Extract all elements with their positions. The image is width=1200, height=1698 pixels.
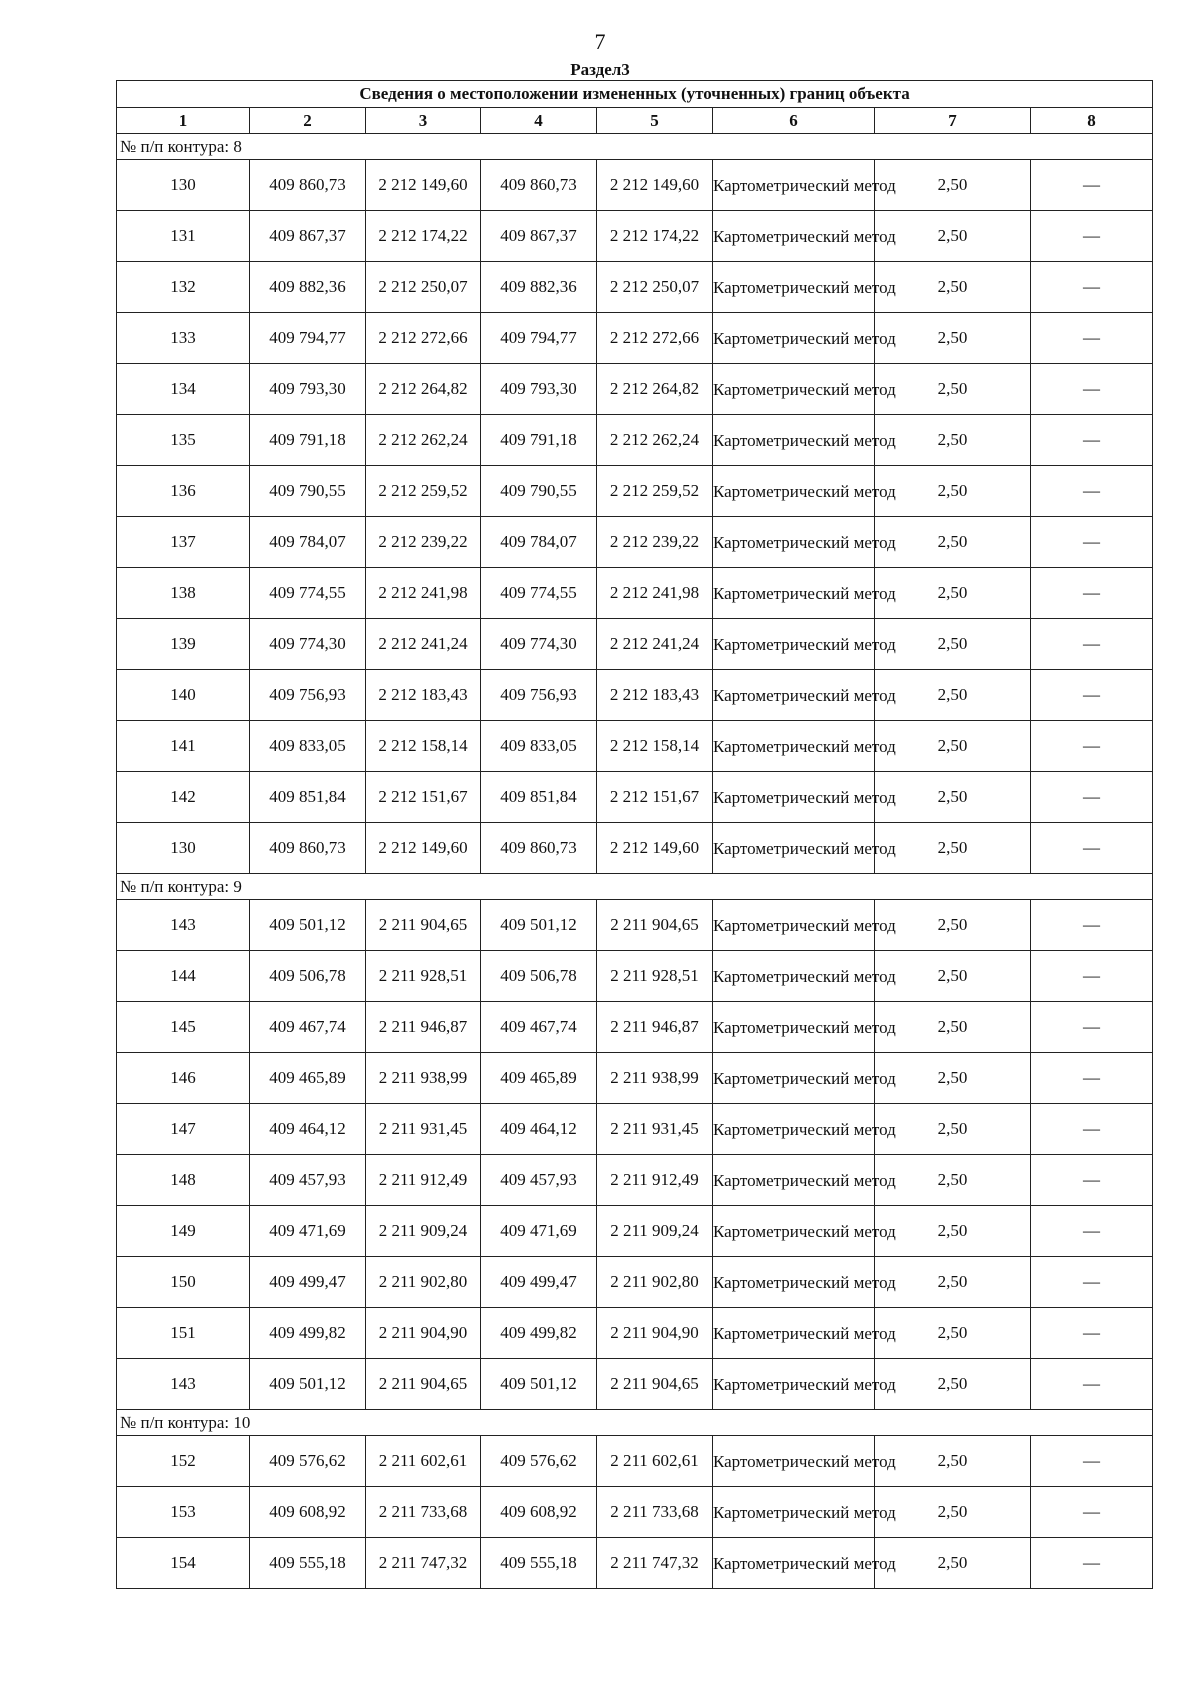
description-cell: — — [1031, 721, 1153, 772]
x-existing-cell: 409 882,36 — [250, 262, 366, 313]
x-existing-cell: 409 608,92 — [250, 1487, 366, 1538]
x-refined-cell: 409 471,69 — [481, 1206, 597, 1257]
y-refined-cell: 2 212 264,82 — [597, 364, 713, 415]
point-number-cell: 138 — [117, 568, 250, 619]
y-refined-cell: 2 212 174,22 — [597, 211, 713, 262]
y-existing-cell: 2 211 938,99 — [366, 1053, 481, 1104]
x-existing-cell: 409 499,47 — [250, 1257, 366, 1308]
x-existing-cell: 409 794,77 — [250, 313, 366, 364]
y-refined-cell: 2 212 241,98 — [597, 568, 713, 619]
contour-label: № п/п контура: 10 — [117, 1410, 1153, 1436]
point-number-cell: 141 — [117, 721, 250, 772]
x-refined-cell: 409 790,55 — [481, 466, 597, 517]
point-number-cell: 147 — [117, 1104, 250, 1155]
x-existing-cell: 409 499,82 — [250, 1308, 366, 1359]
contour-header-row — [117, 874, 1153, 900]
point-number-cell: 142 — [117, 772, 250, 823]
table-row — [117, 1053, 1153, 1104]
description-cell: — — [1031, 1436, 1153, 1487]
method-cell: Картометрический метод — [713, 670, 875, 721]
y-refined-cell: 2 211 931,45 — [597, 1104, 713, 1155]
accuracy-cell: 2,50 — [875, 1053, 1031, 1104]
y-existing-cell: 2 211 946,87 — [366, 1002, 481, 1053]
table-row — [117, 1487, 1153, 1538]
table-row — [117, 160, 1153, 211]
x-refined-cell: 409 860,73 — [481, 160, 597, 211]
x-refined-cell: 409 791,18 — [481, 415, 597, 466]
method-cell: Картометрический метод — [713, 160, 875, 211]
coordinates-table — [116, 80, 1153, 1589]
description-cell: — — [1031, 313, 1153, 364]
method-cell: Картометрический метод — [713, 415, 875, 466]
y-refined-cell: 2 211 912,49 — [597, 1155, 713, 1206]
table-row — [117, 1206, 1153, 1257]
point-number-cell: 140 — [117, 670, 250, 721]
y-existing-cell: 2 211 928,51 — [366, 951, 481, 1002]
table-row — [117, 1308, 1153, 1359]
y-refined-cell: 2 212 149,60 — [597, 160, 713, 211]
table-title-row — [117, 81, 1153, 108]
description-cell: — — [1031, 517, 1153, 568]
method-cell: Картометрический метод — [713, 313, 875, 364]
point-number-cell: 151 — [117, 1308, 250, 1359]
column-number: 8 — [1031, 108, 1153, 134]
y-refined-cell: 2 211 904,65 — [597, 900, 713, 951]
description-cell: — — [1031, 1155, 1153, 1206]
x-existing-cell: 409 501,12 — [250, 900, 366, 951]
table-row — [117, 517, 1153, 568]
description-cell: — — [1031, 951, 1153, 1002]
y-existing-cell: 2 212 239,22 — [366, 517, 481, 568]
method-cell: Картометрический метод — [713, 1359, 875, 1410]
y-refined-cell: 2 211 928,51 — [597, 951, 713, 1002]
table-row — [117, 1538, 1153, 1589]
point-number-cell: 149 — [117, 1206, 250, 1257]
description-cell: — — [1031, 823, 1153, 874]
x-refined-cell: 409 499,82 — [481, 1308, 597, 1359]
accuracy-cell: 2,50 — [875, 211, 1031, 262]
accuracy-cell: 2,50 — [875, 772, 1031, 823]
y-existing-cell: 2 212 183,43 — [366, 670, 481, 721]
x-refined-cell: 409 465,89 — [481, 1053, 597, 1104]
x-refined-cell: 409 467,74 — [481, 1002, 597, 1053]
y-refined-cell: 2 211 747,32 — [597, 1538, 713, 1589]
x-refined-cell: 409 774,30 — [481, 619, 597, 670]
y-refined-cell: 2 211 909,24 — [597, 1206, 713, 1257]
table-row — [117, 1257, 1153, 1308]
method-cell: Картометрический метод — [713, 466, 875, 517]
table-title: Сведения о местоположении измененных (уточненных) границ объекта — [117, 81, 1153, 108]
method-cell: Картометрический метод — [713, 1436, 875, 1487]
accuracy-cell: 2,50 — [875, 1104, 1031, 1155]
x-existing-cell: 409 867,37 — [250, 211, 366, 262]
description-cell: — — [1031, 772, 1153, 823]
table-row — [117, 721, 1153, 772]
y-existing-cell: 2 211 904,90 — [366, 1308, 481, 1359]
y-existing-cell: 2 212 264,82 — [366, 364, 481, 415]
accuracy-cell: 2,50 — [875, 823, 1031, 874]
description-cell: — — [1031, 900, 1153, 951]
x-refined-cell: 409 794,77 — [481, 313, 597, 364]
x-existing-cell: 409 756,93 — [250, 670, 366, 721]
table-row — [117, 466, 1153, 517]
table-row — [117, 772, 1153, 823]
x-existing-cell: 409 833,05 — [250, 721, 366, 772]
y-refined-cell: 2 212 158,14 — [597, 721, 713, 772]
accuracy-cell: 2,50 — [875, 670, 1031, 721]
contour-header-row — [117, 134, 1153, 160]
method-cell: Картометрический метод — [713, 721, 875, 772]
y-existing-cell: 2 212 241,98 — [366, 568, 481, 619]
y-existing-cell: 2 211 747,32 — [366, 1538, 481, 1589]
table-row — [117, 823, 1153, 874]
method-cell: Картометрический метод — [713, 1155, 875, 1206]
contour-label: № п/п контура: 8 — [117, 134, 1153, 160]
column-number: 3 — [366, 108, 481, 134]
accuracy-cell: 2,50 — [875, 1359, 1031, 1410]
accuracy-cell: 2,50 — [875, 364, 1031, 415]
table-body — [117, 134, 1153, 1589]
accuracy-cell: 2,50 — [875, 1257, 1031, 1308]
y-refined-cell: 2 211 946,87 — [597, 1002, 713, 1053]
y-existing-cell: 2 212 174,22 — [366, 211, 481, 262]
accuracy-cell: 2,50 — [875, 721, 1031, 772]
method-cell: Картометрический метод — [713, 262, 875, 313]
column-number: 5 — [597, 108, 713, 134]
accuracy-cell: 2,50 — [875, 1155, 1031, 1206]
x-refined-cell: 409 608,92 — [481, 1487, 597, 1538]
method-cell: Картометрический метод — [713, 619, 875, 670]
x-refined-cell: 409 851,84 — [481, 772, 597, 823]
y-existing-cell: 2 212 272,66 — [366, 313, 481, 364]
y-existing-cell: 2 211 904,65 — [366, 900, 481, 951]
point-number-cell: 139 — [117, 619, 250, 670]
point-number-cell: 154 — [117, 1538, 250, 1589]
x-refined-cell: 409 501,12 — [481, 1359, 597, 1410]
table-row — [117, 670, 1153, 721]
table-row — [117, 951, 1153, 1002]
point-number-cell: 145 — [117, 1002, 250, 1053]
table-row — [117, 313, 1153, 364]
x-refined-cell: 409 860,73 — [481, 823, 597, 874]
method-cell: Картометрический метод — [713, 211, 875, 262]
description-cell: — — [1031, 670, 1153, 721]
method-cell: Картометрический метод — [713, 1104, 875, 1155]
point-number-cell: 130 — [117, 160, 250, 211]
description-cell: — — [1031, 160, 1153, 211]
x-refined-cell: 409 499,47 — [481, 1257, 597, 1308]
accuracy-cell: 2,50 — [875, 313, 1031, 364]
method-cell: Картометрический метод — [713, 1487, 875, 1538]
y-existing-cell: 2 212 262,24 — [366, 415, 481, 466]
y-existing-cell: 2 212 241,24 — [366, 619, 481, 670]
point-number-cell: 143 — [117, 900, 250, 951]
x-refined-cell: 409 793,30 — [481, 364, 597, 415]
y-existing-cell: 2 212 149,60 — [366, 823, 481, 874]
y-refined-cell: 2 212 151,67 — [597, 772, 713, 823]
point-number-cell: 136 — [117, 466, 250, 517]
y-existing-cell: 2 211 912,49 — [366, 1155, 481, 1206]
x-refined-cell: 409 576,62 — [481, 1436, 597, 1487]
description-cell: — — [1031, 1104, 1153, 1155]
description-cell: — — [1031, 1359, 1153, 1410]
y-existing-cell: 2 211 733,68 — [366, 1487, 481, 1538]
point-number-cell: 152 — [117, 1436, 250, 1487]
point-number-cell: 134 — [117, 364, 250, 415]
x-refined-cell: 409 756,93 — [481, 670, 597, 721]
table-row — [117, 619, 1153, 670]
y-existing-cell: 2 211 904,65 — [366, 1359, 481, 1410]
x-refined-cell: 409 457,93 — [481, 1155, 597, 1206]
method-cell: Картометрический метод — [713, 1053, 875, 1104]
table-row — [117, 211, 1153, 262]
accuracy-cell: 2,50 — [875, 619, 1031, 670]
point-number-cell: 137 — [117, 517, 250, 568]
column-number: 1 — [117, 108, 250, 134]
y-existing-cell: 2 211 931,45 — [366, 1104, 481, 1155]
accuracy-cell: 2,50 — [875, 900, 1031, 951]
table-row — [117, 364, 1153, 415]
point-number-cell: 146 — [117, 1053, 250, 1104]
y-refined-cell: 2 211 938,99 — [597, 1053, 713, 1104]
description-cell: — — [1031, 415, 1153, 466]
method-cell: Картометрический метод — [713, 568, 875, 619]
method-cell: Картометрический метод — [713, 951, 875, 1002]
section-title: Раздел3 — [570, 60, 630, 79]
y-refined-cell: 2 211 904,90 — [597, 1308, 713, 1359]
description-cell: — — [1031, 619, 1153, 670]
method-cell: Картометрический метод — [713, 364, 875, 415]
accuracy-cell: 2,50 — [875, 1206, 1031, 1257]
point-number-cell: 148 — [117, 1155, 250, 1206]
x-refined-cell: 409 555,18 — [481, 1538, 597, 1589]
y-refined-cell: 2 212 239,22 — [597, 517, 713, 568]
accuracy-cell: 2,50 — [875, 160, 1031, 211]
y-refined-cell: 2 211 904,65 — [597, 1359, 713, 1410]
table-row — [117, 900, 1153, 951]
x-existing-cell: 409 860,73 — [250, 160, 366, 211]
x-existing-cell: 409 467,74 — [250, 1002, 366, 1053]
x-existing-cell: 409 465,89 — [250, 1053, 366, 1104]
point-number-cell: 132 — [117, 262, 250, 313]
point-number-cell: 131 — [117, 211, 250, 262]
x-existing-cell: 409 784,07 — [250, 517, 366, 568]
column-number: 7 — [875, 108, 1031, 134]
x-existing-cell: 409 793,30 — [250, 364, 366, 415]
x-existing-cell: 409 791,18 — [250, 415, 366, 466]
table-row — [117, 1359, 1153, 1410]
y-existing-cell: 2 211 902,80 — [366, 1257, 481, 1308]
x-existing-cell: 409 457,93 — [250, 1155, 366, 1206]
description-cell: — — [1031, 1308, 1153, 1359]
contour-header-row — [117, 1410, 1153, 1436]
column-numbers-row — [117, 108, 1153, 134]
x-refined-cell: 409 501,12 — [481, 900, 597, 951]
y-refined-cell: 2 212 250,07 — [597, 262, 713, 313]
contour-label: № п/п контура: 9 — [117, 874, 1153, 900]
y-existing-cell: 2 212 250,07 — [366, 262, 481, 313]
description-cell: — — [1031, 1257, 1153, 1308]
description-cell: — — [1031, 1002, 1153, 1053]
y-refined-cell: 2 212 272,66 — [597, 313, 713, 364]
accuracy-cell: 2,50 — [875, 1308, 1031, 1359]
point-number-cell: 135 — [117, 415, 250, 466]
description-cell: — — [1031, 364, 1153, 415]
x-refined-cell: 409 506,78 — [481, 951, 597, 1002]
y-existing-cell: 2 211 602,61 — [366, 1436, 481, 1487]
x-existing-cell: 409 576,62 — [250, 1436, 366, 1487]
x-existing-cell: 409 774,55 — [250, 568, 366, 619]
point-number-cell: 143 — [117, 1359, 250, 1410]
accuracy-cell: 2,50 — [875, 1002, 1031, 1053]
accuracy-cell: 2,50 — [875, 1487, 1031, 1538]
x-existing-cell: 409 506,78 — [250, 951, 366, 1002]
y-existing-cell: 2 212 158,14 — [366, 721, 481, 772]
x-existing-cell: 409 860,73 — [250, 823, 366, 874]
point-number-cell: 150 — [117, 1257, 250, 1308]
x-refined-cell: 409 882,36 — [481, 262, 597, 313]
table-row — [117, 568, 1153, 619]
table-row — [117, 415, 1153, 466]
table-row — [117, 1436, 1153, 1487]
description-cell: — — [1031, 262, 1153, 313]
x-existing-cell: 409 464,12 — [250, 1104, 366, 1155]
x-existing-cell: 409 501,12 — [250, 1359, 366, 1410]
column-number: 6 — [713, 108, 875, 134]
column-number: 2 — [250, 108, 366, 134]
method-cell: Картометрический метод — [713, 900, 875, 951]
method-cell: Картометрический метод — [713, 517, 875, 568]
table-row — [117, 262, 1153, 313]
point-number-cell: 130 — [117, 823, 250, 874]
description-cell: — — [1031, 1206, 1153, 1257]
y-existing-cell: 2 212 149,60 — [366, 160, 481, 211]
page-number: 7 — [594, 29, 606, 54]
x-refined-cell: 409 784,07 — [481, 517, 597, 568]
y-refined-cell: 2 211 733,68 — [597, 1487, 713, 1538]
y-refined-cell: 2 212 241,24 — [597, 619, 713, 670]
y-refined-cell: 2 212 259,52 — [597, 466, 713, 517]
accuracy-cell: 2,50 — [875, 568, 1031, 619]
y-refined-cell: 2 211 602,61 — [597, 1436, 713, 1487]
description-cell: — — [1031, 211, 1153, 262]
x-refined-cell: 409 867,37 — [481, 211, 597, 262]
x-refined-cell: 409 833,05 — [481, 721, 597, 772]
accuracy-cell: 2,50 — [875, 415, 1031, 466]
point-number-cell: 144 — [117, 951, 250, 1002]
y-refined-cell: 2 212 149,60 — [597, 823, 713, 874]
x-existing-cell: 409 774,30 — [250, 619, 366, 670]
accuracy-cell: 2,50 — [875, 262, 1031, 313]
table-row — [117, 1002, 1153, 1053]
x-existing-cell: 409 790,55 — [250, 466, 366, 517]
table-row — [117, 1104, 1153, 1155]
x-existing-cell: 409 555,18 — [250, 1538, 366, 1589]
y-existing-cell: 2 212 151,67 — [366, 772, 481, 823]
method-cell: Картометрический метод — [713, 772, 875, 823]
accuracy-cell: 2,50 — [875, 1538, 1031, 1589]
x-refined-cell: 409 774,55 — [481, 568, 597, 619]
y-refined-cell: 2 212 183,43 — [597, 670, 713, 721]
y-existing-cell: 2 212 259,52 — [366, 466, 481, 517]
accuracy-cell: 2,50 — [875, 466, 1031, 517]
x-existing-cell: 409 851,84 — [250, 772, 366, 823]
y-refined-cell: 2 212 262,24 — [597, 415, 713, 466]
method-cell: Картометрический метод — [713, 1206, 875, 1257]
description-cell: — — [1031, 1053, 1153, 1104]
accuracy-cell: 2,50 — [875, 951, 1031, 1002]
y-existing-cell: 2 211 909,24 — [366, 1206, 481, 1257]
description-cell: — — [1031, 1538, 1153, 1589]
x-existing-cell: 409 471,69 — [250, 1206, 366, 1257]
description-cell: — — [1031, 1487, 1153, 1538]
description-cell: — — [1031, 466, 1153, 517]
method-cell: Картометрический метод — [713, 1308, 875, 1359]
point-number-cell: 153 — [117, 1487, 250, 1538]
point-number-cell: 133 — [117, 313, 250, 364]
description-cell: — — [1031, 568, 1153, 619]
method-cell: Картометрический метод — [713, 823, 875, 874]
method-cell: Картометрический метод — [713, 1002, 875, 1053]
accuracy-cell: 2,50 — [875, 517, 1031, 568]
y-refined-cell: 2 211 902,80 — [597, 1257, 713, 1308]
x-refined-cell: 409 464,12 — [481, 1104, 597, 1155]
method-cell: Картометрический метод — [713, 1538, 875, 1589]
column-number: 4 — [481, 108, 597, 134]
method-cell: Картометрический метод — [713, 1257, 875, 1308]
accuracy-cell: 2,50 — [875, 1436, 1031, 1487]
table-row — [117, 1155, 1153, 1206]
